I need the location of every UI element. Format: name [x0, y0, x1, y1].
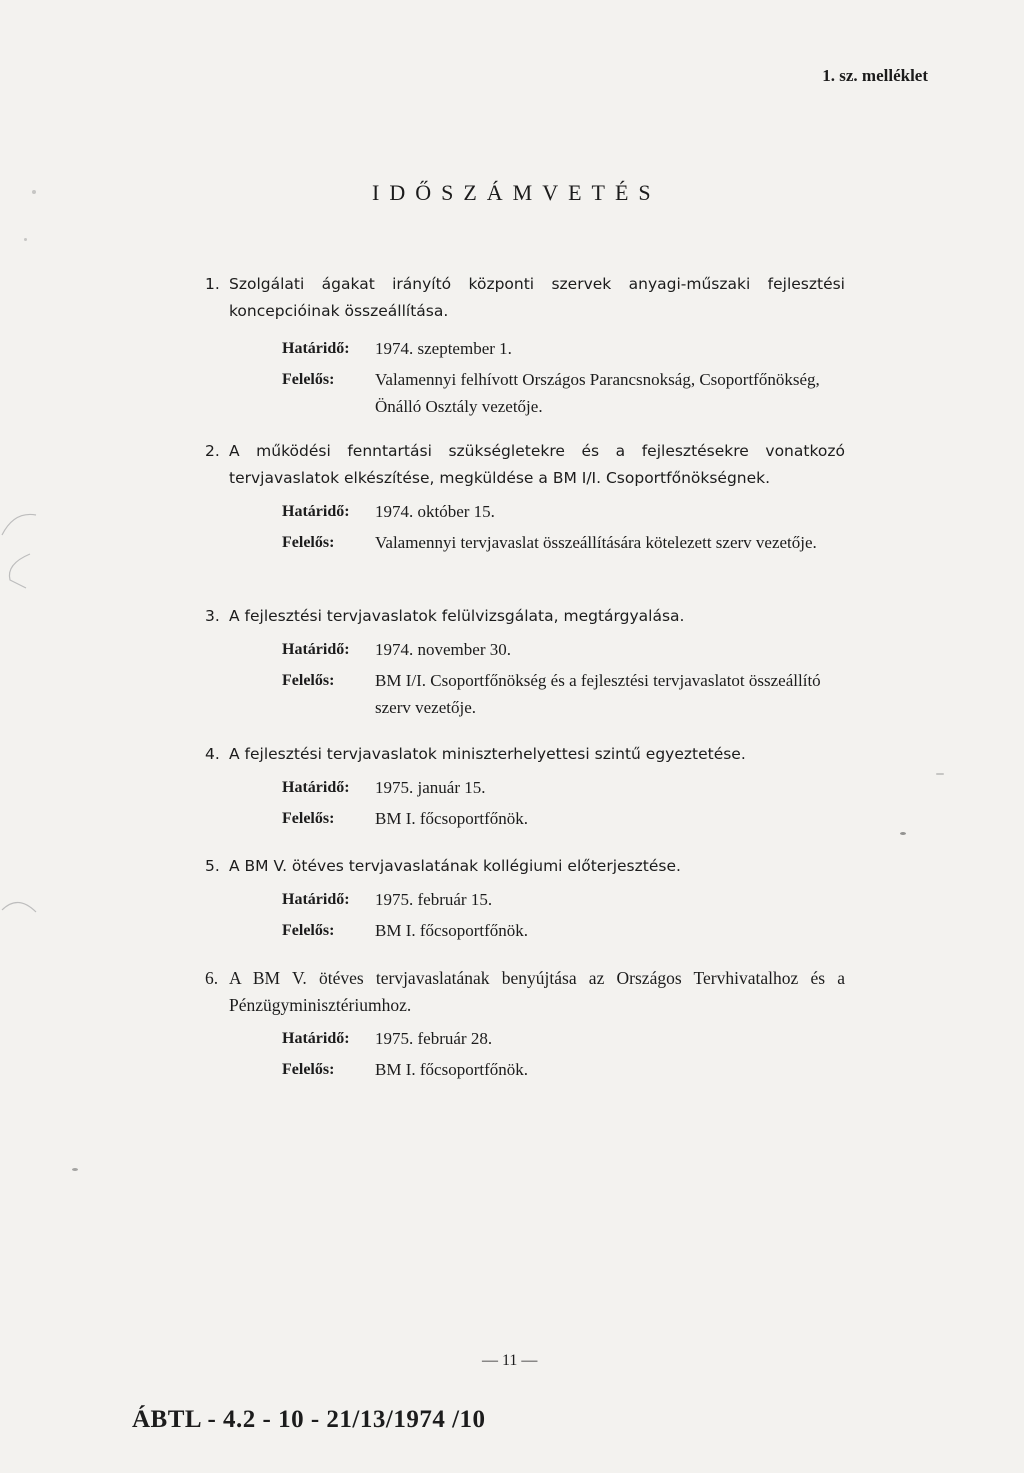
- list-item: [205, 965, 845, 1083]
- punch-hole-mark: [0, 890, 40, 930]
- responsible-row: [205, 917, 845, 944]
- responsible-row: [205, 366, 845, 420]
- deadline-row: [205, 886, 845, 913]
- item-number: 4.: [205, 745, 220, 763]
- deadline-value: 1974. november 30.: [375, 640, 511, 659]
- annex-label: 1. sz. melléklet: [822, 66, 928, 85]
- deadline-row: [205, 774, 845, 801]
- scan-speck: [72, 1168, 78, 1171]
- deadline-row: [205, 636, 845, 663]
- document-title: IDŐSZÁMVETÉS: [372, 180, 661, 205]
- item-number: 1.: [205, 275, 220, 293]
- item-text: A fejlesztési tervjavaslatok felülvizsgálata, megtárgyalása.: [229, 607, 685, 625]
- item-description: [205, 741, 845, 768]
- deadline-label: Határidő:: [282, 1030, 350, 1047]
- deadline-value: 1974. október 15.: [375, 502, 495, 521]
- scan-speck: [32, 190, 36, 194]
- responsible-label: Felelős:: [282, 1061, 335, 1078]
- deadline-label: Határidő:: [282, 779, 350, 796]
- deadline-label: Határidő:: [282, 503, 350, 520]
- responsible-row: [205, 1056, 845, 1083]
- deadline-value: 1974. szeptember 1.: [375, 339, 512, 358]
- item-description: [205, 438, 845, 492]
- responsible-value: BM I/I. Csoportfőnökség és a fejlesztési tervjavaslatot összeállító szerv vezetője.: [375, 671, 821, 717]
- item-text: A működési fenntartási szükségletekre és a fejlesztésekre vonatkozó tervjavaslatok elkészítése, megküldése a BM I/I. Csoportfőnökségnek.: [229, 442, 845, 487]
- deadline-row: [205, 498, 845, 525]
- responsible-row: [205, 667, 845, 721]
- responsible-value: BM I. főcsoportfőnök.: [375, 809, 528, 828]
- scan-speck: [24, 238, 27, 241]
- deadline-row: [205, 1025, 845, 1052]
- item-number: 3.: [205, 607, 220, 625]
- archive-reference: ÁBTL - 4.2 - 10 - 21/13/1974 /10: [132, 1406, 486, 1433]
- responsible-label: Felelős:: [282, 534, 335, 551]
- list-item: [205, 603, 845, 721]
- item-description: [205, 271, 845, 325]
- responsible-row: [205, 529, 845, 556]
- item-description: [205, 603, 845, 630]
- deadline-label: Határidő:: [282, 891, 350, 908]
- responsible-row: [205, 805, 845, 832]
- item-text: A BM V. ötéves tervjavaslatának benyújtása az Országos Tervhivatalhoz és a Pénzügyminisztériumhoz.: [229, 968, 845, 1015]
- responsible-label: Felelős:: [282, 672, 335, 689]
- responsible-label: Felelős:: [282, 810, 335, 827]
- deadline-row: [205, 335, 845, 362]
- responsible-label: Felelős:: [282, 922, 335, 939]
- punch-hole-mark: [0, 550, 40, 590]
- list-item: [205, 271, 845, 420]
- deadline-value: 1975. február 28.: [375, 1029, 493, 1048]
- punch-hole-mark: [0, 505, 40, 545]
- deadline-value: 1975. február 15.: [375, 890, 493, 909]
- item-number: 6.: [205, 968, 219, 988]
- responsible-value: BM I. főcsoportfőnök.: [375, 1060, 528, 1079]
- deadline-value: 1975. január 15.: [375, 778, 486, 797]
- item-text: Szolgálati ágakat irányító központi szervek anyagi-műszaki fejlesztési koncepcióinak összeállítása.: [229, 275, 845, 320]
- deadline-label: Határidő:: [282, 340, 350, 357]
- list-item: [205, 853, 845, 944]
- deadline-label: Határidő:: [282, 641, 350, 658]
- responsible-label: Felelős:: [282, 371, 335, 388]
- item-text: A BM V. ötéves tervjavaslatának kollégiumi előterjesztése.: [229, 857, 681, 875]
- list-item: [205, 741, 845, 832]
- responsible-value: Valamennyi felhívott Országos Parancsnokság, Csoportfőnökség, Önálló Osztály vezetője.: [375, 370, 820, 416]
- responsible-value: Valamennyi tervjavaslat összeállítására kötelezett szerv vezetője.: [375, 533, 817, 552]
- item-text: A fejlesztési tervjavaslatok miniszterhelyettesi szintű egyeztetése.: [229, 745, 746, 763]
- item-description: [205, 965, 845, 1019]
- list-item: [205, 438, 845, 556]
- item-number: 2.: [205, 442, 220, 460]
- page-number: — 11 —: [482, 1352, 538, 1369]
- scan-speck: [900, 832, 906, 835]
- item-number: 5.: [205, 857, 220, 875]
- responsible-value: BM I. főcsoportfőnök.: [375, 921, 528, 940]
- item-description: [205, 853, 845, 880]
- scan-speck: [936, 773, 944, 775]
